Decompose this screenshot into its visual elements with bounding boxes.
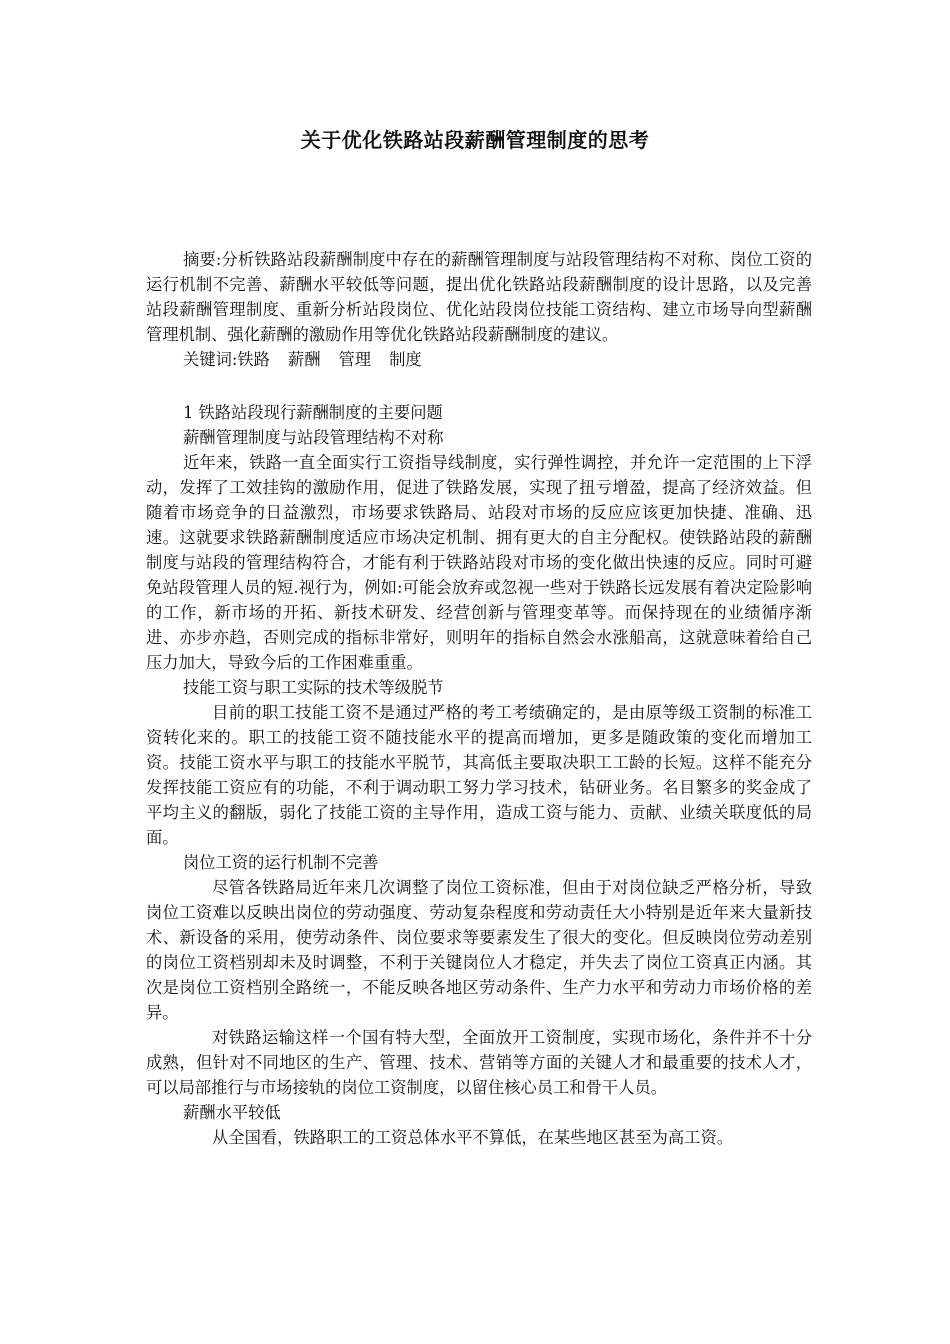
abstract-paragraph: 摘要:分析铁路站段薪酬制度中存在的薪酬管理制度与站段管理结构不对称、岗位工资的运行机制不完善、薪酬水平较低等问题，提出优化铁路站段薪酬制度的设计思路，以及完善站段薪酬管理制度、重新分析站段岗位、优化站段岗位技能工资结构、建立市场导向型薪酬管理机制、强化薪酬的激励作用等优化铁路站段薪酬制度的建议。 (146, 250, 812, 344)
keywords-label (183, 350, 237, 369)
body-paragraph: 目前的职工技能工资不是通过严格的考工考绩确定的，是由原等级工资制的标准工资转化来的。职工的技能工资不随技能水平的提高而增加，更多是随政策的变化而增加工资。技能工资水平与职工的技能水平脱节，其高低主要取决职工工龄的长短。这样不能充分发挥技能工资应有的功能，不利于调动职工努力学习技术，钻研业务。名目繁多的奖金成了平均主义的翻版，弱化了技能工资的主导作用，造成工资与能力、贡献、业绩关联度低的局面。 (146, 703, 812, 847)
body-paragraph: 对铁路运输这样一个国有特大型，全面放开工资制度，实现市场化，条件并不十分成熟，但针对不同地区的生产、管理、技术、营销等方面的关键人才和最重要的技术人才，可以局部推行与市场接轨的岗位工资制度，以留住核心员工和骨干人员。 (146, 1028, 812, 1097)
keyword-item: 管理 (338, 350, 372, 369)
spacer (146, 372, 812, 400)
keyword-item: 薪酬 (287, 350, 321, 369)
keyword-item: 铁路 (237, 350, 270, 369)
keywords-label-text: 关键词: (183, 350, 238, 369)
body-paragraph: 尽管各铁路局近年来几次调整了岗位工资标准，但由于对岗位缺乏严格分析，导致岗位工资难以反映出岗位的劳动强度、劳动复杂程度和劳动责任大小特别是近年来大量新技术、新设备的采用，使劳动条件、岗位要求等要素发生了很大的变化。但反映岗位劳动差别的岗位工资档别却未及时调整，不利于关键岗位人才稳定，并失去了岗位工资真正内涵。其次是岗位工资档别全路统一，不能反映各地区劳动条件、生产力水平和劳动力市场价格的差异。 (146, 878, 812, 1022)
document-body (146, 247, 812, 1150)
body-paragraph: 从全国看，铁路职工的工资总体水平不算低，在某些地区甚至为高工资。 (212, 1128, 734, 1147)
section-heading: 1 铁路站段现行薪酬制度的主要问题 (183, 403, 443, 422)
subsection-heading: 岗位工资的运行机制不完善 (183, 853, 379, 872)
body-paragraph: 近年来，铁路一直全面实行工资指导线制度，实行弹性调控，并允许一定范围的上下浮动，发挥了工效挂钩的激励作用，促进了铁路发展，实现了扭亏增盈，提高了经济效益。但随着市场竞争的日益激烈，市场要求铁路局、站段对市场的反应应该更加快捷、准确、迅速。这就要求铁路薪酬制度适应市场决定机制、拥有更大的自主分配权。使铁路站段的薪酬制度与站段的管理结构符合，才能有利于铁路站段对市场的变化做出快速的反应。同时可避免站段管理人员的短.视行为，例如:可能会放弃或忽视一些对于铁路长远发展有着决定险影响的工作，新市场的开拓、新技术研发、经营创新与管理变革等。而保持现在的业绩循序渐进、亦步亦趋，否则完成的指标非常好，则明年的指标自然会水涨船高，这就意味着给自己压力加大，导致今后的工作困难重重。 (146, 453, 812, 672)
keyword-item: 制度 (389, 350, 422, 369)
document-title: 关于优化铁路站段薪酬管理制度的思考 (300, 128, 650, 152)
subsection-heading: 薪酬管理制度与站段管理结构不对称 (183, 428, 444, 447)
subsection-heading: 薪酬水平较低 (183, 1103, 281, 1122)
subsection-heading: 技能工资与职工实际的技术等级脱节 (183, 678, 444, 697)
keywords-line (146, 347, 812, 372)
